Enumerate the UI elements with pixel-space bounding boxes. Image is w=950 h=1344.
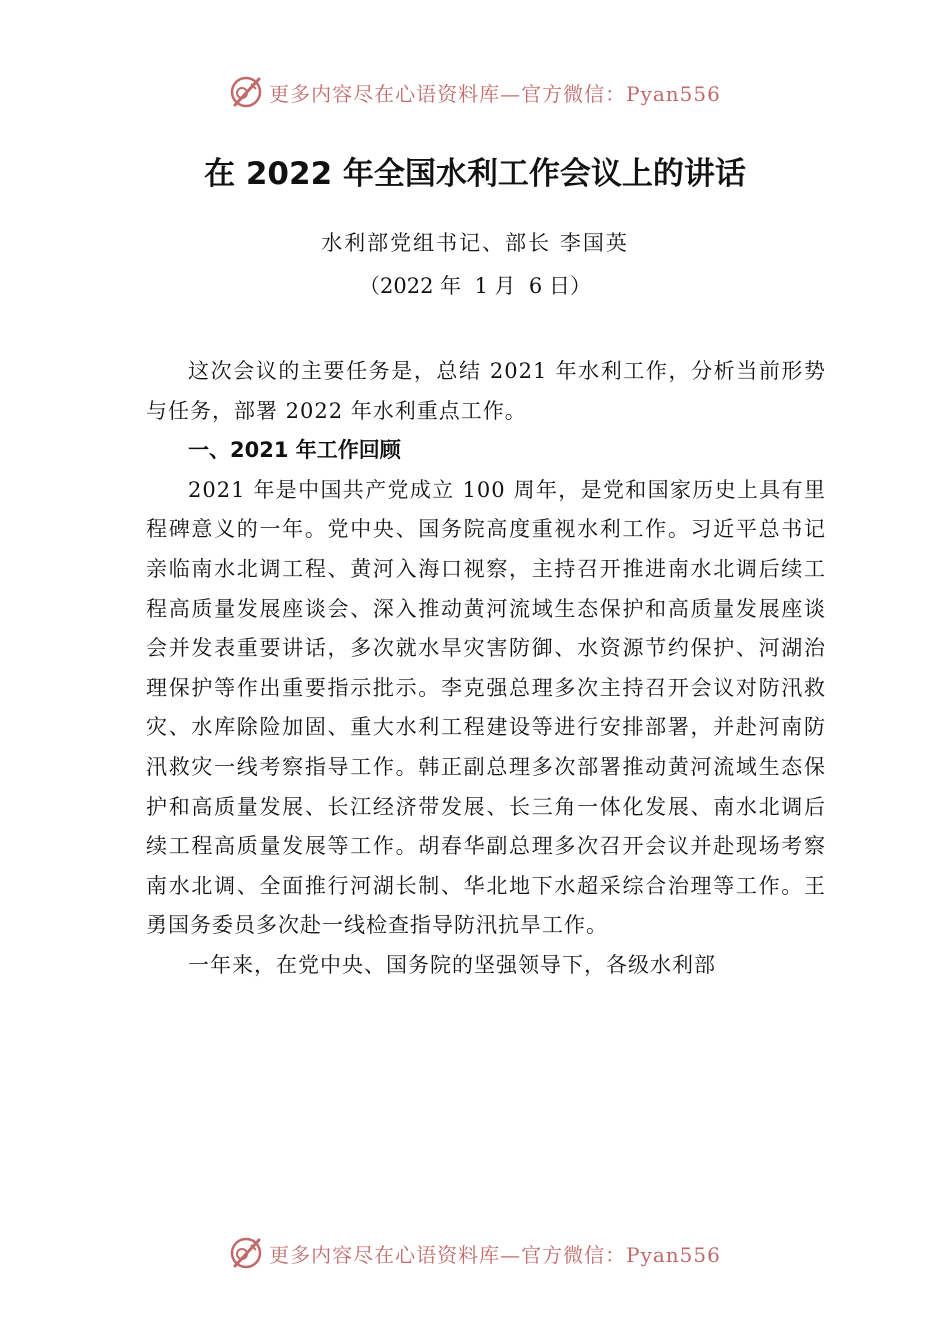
section-heading: 一、2021 年工作回顾 [188, 438, 401, 463]
paragraph-review: 2021 年是中国共产党成立 100 周年，是党和国家历史上具有里程碑意义的一年。党中央、国务院高度重视水利工作。习近平总书记亲临南水北调工程、黄河入海口视察，主持召开推进南水北调后续工程高质量发展座谈会、深入推动黄河流域生态保护和高质量发展座谈会并发表重要讲话，多次就水旱灾害防御、水资源节约保护、河湖治理保护等作出重要指示批示。李克强总理多次主持召开会议对防汛救灾、水库除险加固、重大水利工程建设等进行安排部署，并赴河南防汛救灾一线考察指导工作。韩正副总理多次部署推动黄河流域生态保护和高质量发展、长江经济带发展、长三角一体化发展、南水北调后续工程高质量发展等工作。胡春华副总理多次召开会议并赴现场考察南水北调、全面推行河湖长制、华北地下水超采综合治理等工作。王勇国务委员多次赴一线检查指导防汛抗旱工作。 [146, 477, 826, 938]
pen-circle-logo-icon [229, 75, 263, 109]
paragraph-continued: 一年来，在党中央、国务院的坚强领导下，各级水利部 [188, 952, 716, 977]
watermark-text: 更多内容尽在心语资料库—官方微信：Pyan556 [269, 81, 721, 106]
document-body [146, 352, 826, 986]
watermark-header [0, 72, 950, 112]
document-author: 水利部党组书记、部长 李国英 [321, 231, 629, 255]
paragraph-intro: 这次会议的主要任务是，总结 2021 年水利工作，分析当前形势与任务，部署 2022 年水利重点工作。 [146, 359, 826, 423]
document-date: （2022 年 1 月 6 日） [359, 274, 591, 298]
watermark-text: 更多内容尽在心语资料库—官方微信：Pyan556 [269, 1242, 721, 1267]
document-title: 在 2022 年全国水利工作会议上的讲话 [204, 156, 746, 192]
watermark-footer [0, 1233, 950, 1273]
pen-circle-logo-icon [229, 1236, 263, 1270]
